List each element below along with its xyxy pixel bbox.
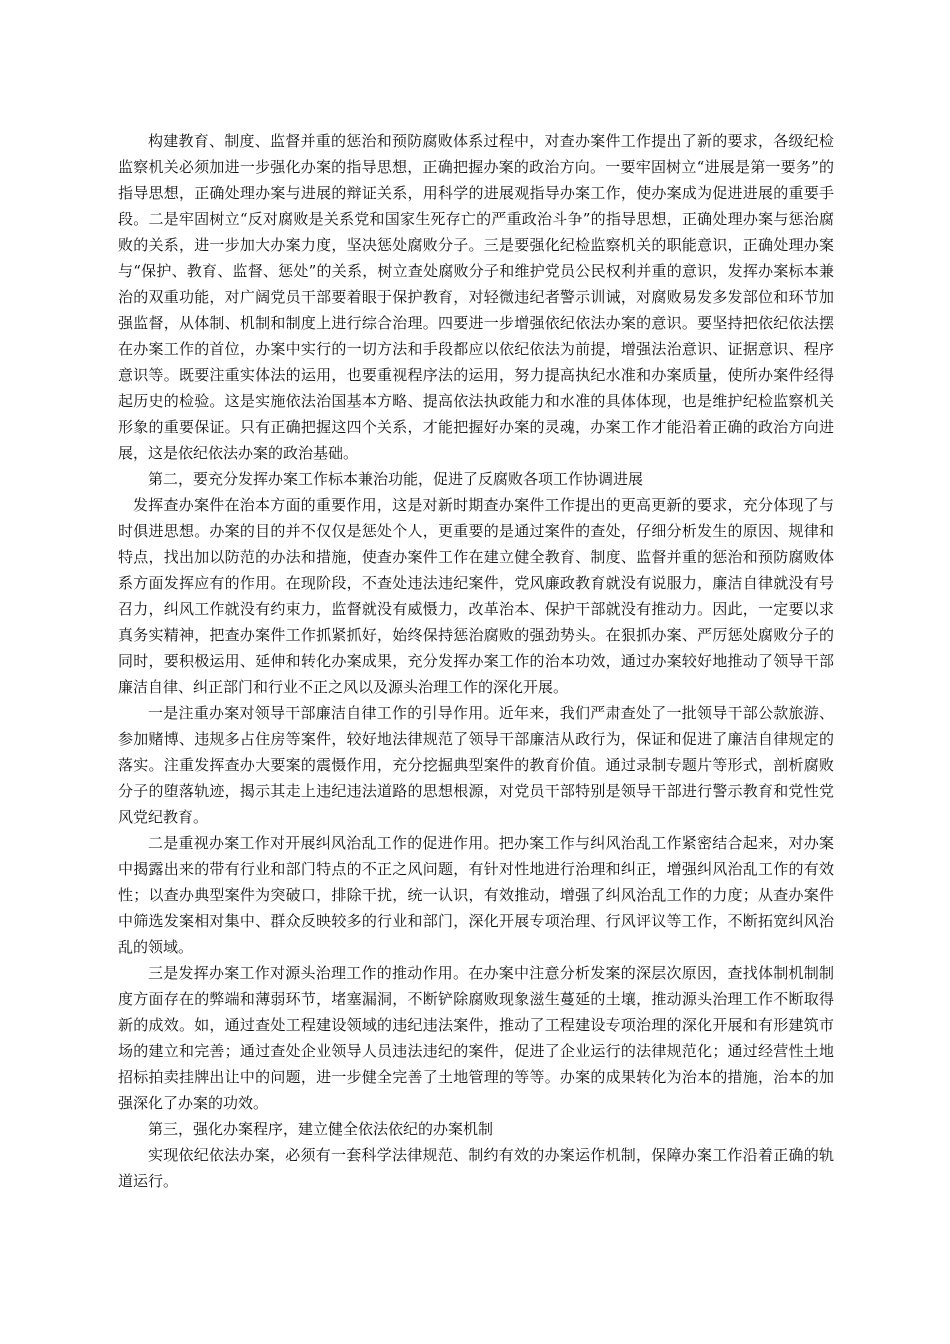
paragraph-2: 发挥查办案件在治本方面的重要作用，这是对新时期查办案件工作提出的更高更新的要求，充分体现了与时俱进思想。办案的目的并不仅仅是惩处个人，更重要的是通过案件的查处，仔细分析发生的原因、规律和特点，找出加以防范的办法和措施，使查办案件工作在建立健全教育、制度、监督并重的惩治和预防腐败体系方面发挥应有的作用。在现阶段，不查处违法违纪案件，党风廉政教育就没有说服力，廉洁自律就没有号召力，纠风工作就没有约束力，监督就没有威慑力，改革治本、保护干部就没有推动力。因此，一定要以求真务实精神，把查办案件工作抓紧抓好，始终保持惩治腐败的强劲势头。在狠抓办案、严厉惩处腐败分子的同时，要积极运用、延伸和转化办案成果，充分发挥办案工作的治本功效，通过办案较好地推动了领导干部廉洁自律、纠正部门和行业不正之风以及源头治理工作的深化开展。 <box>118 496 834 696</box>
paragraph-3: 一是注重办案对领导干部廉洁自律工作的引导作用。近年来，我们严肃查处了一批领导干部公款旅游、参加赌博、违规多占住房等案件，较好地法律规范了领导干部廉洁从政行为，保证和促进了廉洁自律规定的落实。注重发挥查办大要案的震慑作用，充分挖掘典型案件的教育价值。通过录制专题片等形式，剖析腐败分子的堕落轨迹，揭示其走上违纪违法道路的思想根源，对党员干部特别是领导干部进行警示教育和党性党风党纪教育。 <box>118 704 834 826</box>
document-body <box>118 128 834 1194</box>
paragraph-1: 构建教育、制度、监督并重的惩治和预防腐败体系过程中，对查办案件工作提出了新的要求，各级纪检监察机关必须加进一步强化办案的指导思想，正确把握办案的政治方向。一要牢固树立“进展是第一要务”的指导思想，正确处理办案与进展的辩证关系，用科学的进展观指导办案工作，使办案成为促进进展的重要手段。二是牢固树立“反对腐败是关系党和国家生死存亡的严重政治斗争”的指导思想，正确处理办案与惩治腐败的关系，进一步加大办案力度，坚决惩处腐败分子。三是要强化纪检监察机关的职能意识，正确处理办案与“保护、教育、监督、惩处”的关系，树立查处腐败分子和维护党员公民权利并重的意识，发挥办案标本兼治的双重功能，对广阔党员干部要着眼于保护教育，对轻微违纪者警示训诫，对腐败易发多发部位和环节加强监督，从体制、机制和制度上进行综合治理。四要进一步增强依纪依法办案的意识。要坚持把依纪依法摆在办案工作的首位，办案中实行的一切方法和手段都应以依纪依法为前提，增强法治意识、证据意识、程序意识等。既要注重实体法的运用，也要重视程序法的运用，努力提高执纪水准和办案质量，使所办案件经得起历史的检验。这是实施依法治国基本方略、提高依法执政能力和水准的具体体现，也是维护纪检监察机关形象的重要保证。只有正确把握这四个关系，才能把握好办案的灵魂，办案工作才能沿着正确的政治方向进展，这是依纪依法办案的政治基础。 <box>118 132 834 462</box>
paragraph-4: 二是重视办案工作对开展纠风治乱工作的促进作用。把办案工作与纠风治乱工作紧密结合起来，对办案中揭露出来的带有行业和部门特点的不正之风问题，有针对性地进行治理和纠正，增强纠风治乱工作的有效性；以查办典型案件为突破口，排除干扰，统一认识，有效推动，增强了纠风治乱工作的力度；从查办案件中筛选发案相对集中、群众反映较多的行业和部门，深化开展专项治理、行风评议等工作，不断拓宽纠风治乱的领域。 <box>118 834 834 956</box>
section-heading-2: 第二，要充分发挥办案工作标本兼治功能，促进了反腐败各项工作协调进展 <box>148 470 644 488</box>
section-heading-3: 第三，强化办案程序，建立健全依法依纪的办案机制 <box>148 1120 494 1138</box>
paragraph-6: 实现依纪依法办案，必须有一套科学法律规范、制约有效的办案运作机制，保障办案工作沿着正确的轨道运行。 <box>118 1146 834 1190</box>
paragraph-5: 三是发挥办案工作对源头治理工作的推动作用。在办案中注意分析发案的深层次原因，查找体制机制制度方面存在的弊端和薄弱环节，堵塞漏洞，不断铲除腐败现象滋生蔓延的土壤，推动源头治理工作不断取得新的成效。如，通过查处工程建设领域的违纪违法案件，推动了工程建设专项治理的深化开展和有形建筑市场的建立和完善；通过查处企业领导人员违法违纪的案件，促进了企业运行的法律规范化；通过经营性土地招标拍卖挂牌出让中的问题，进一步健全完善了土地管理的等等。办案的成果转化为治本的措施，治本的加强深化了办案的功效。 <box>118 964 834 1112</box>
